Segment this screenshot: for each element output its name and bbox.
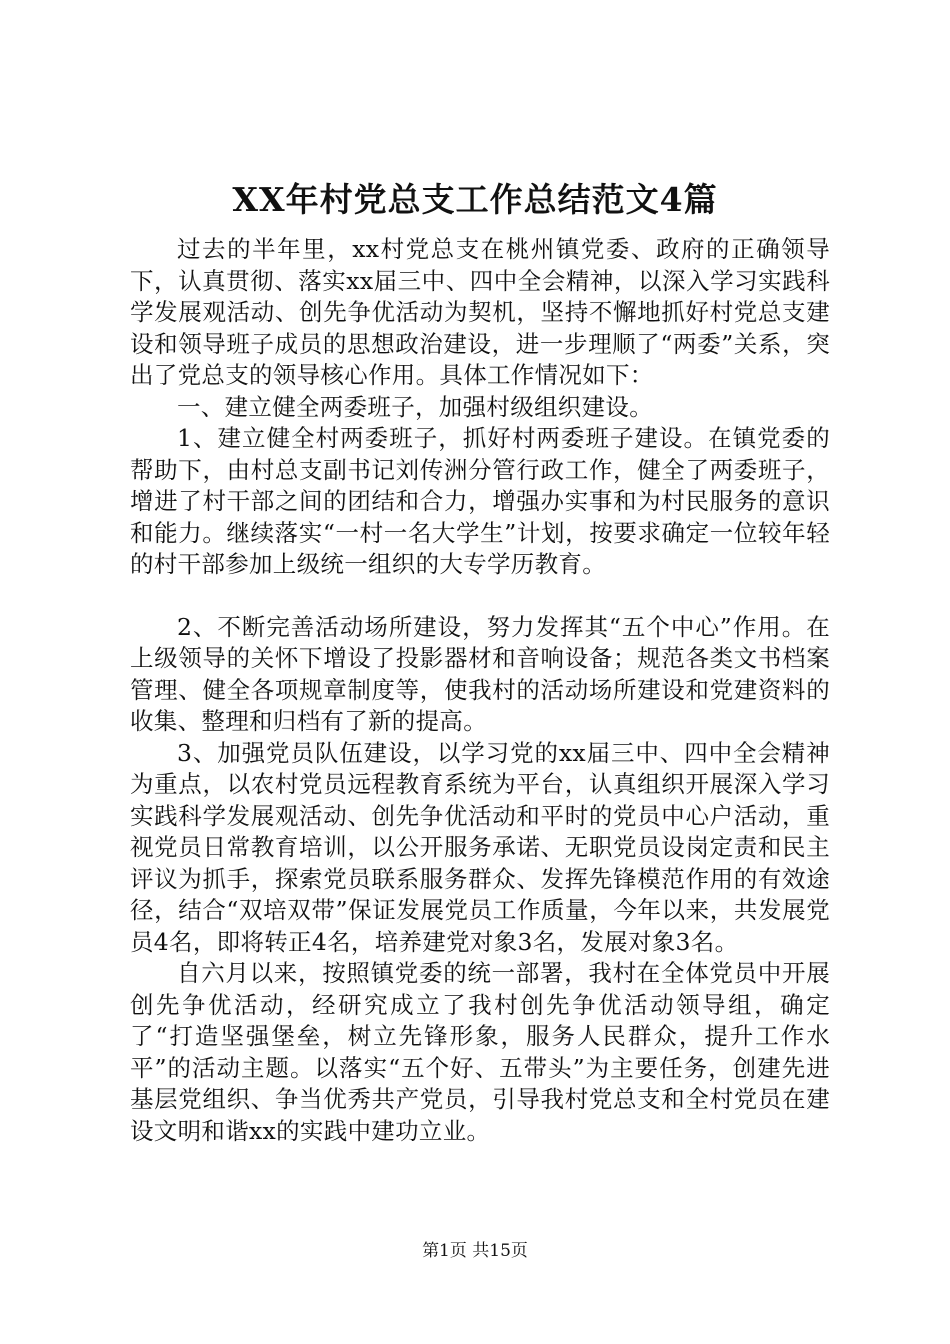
page-number-footer: 第1页 共15页 [422,1241,528,1261]
paragraph-activity: 自六月以来，按照镇党委的统一部署，我村在全体党员中开展创先争优活动，经研究成立了我村创先争优活动领导组，确定了“打造坚强堡垒，树立先锋形象，服务人民群众，提升工作水平”的活动主题。以落实“五个好、五带头”为主要任务，创建先进基层党组织、争当优秀共产党员，引导我村党总支和全村党员在建设文明和谐xx的实践中建功立业。 [130,959,830,1145]
paragraph-item-1: 1、建立健全村两委班子，抓好村两委班子建设。在镇党委的帮助下，由村总支副书记刘传洲分管行政工作，健全了两委班子，增进了村干部之间的团结和合力，增强办实事和为村民服务的意识和能力。继续落实“一村一名大学生”计划，按要求确定一位较年轻的村干部参加上级统一组织的大专学历教育。 [130,424,830,578]
paragraph-item-3: 3、加强党员队伍建设，以学习党的xx届三中、四中全会精神为重点，以农村党员远程教育系统为平台，认真组织开展深入学习实践科学发展观活动、创先争优活动和平时的党员中心户活动，重视党员日常教育培训，以公开服务承诺、无职党员设岗定责和民主评议为抓手，探索党员联系服务群众、发挥先锋模范作用的有效途径，结合“双培双带”保证发展党员工作质量，今年以来，共发展党员4名，即将转正4名，培养建党对象3名，发展对象3名。 [130,738,830,956]
document-title: XX年村党总支工作总结范文4篇 [232,180,718,219]
paragraph-intro: 过去的半年里，xx村党总支在桃州镇党委、政府的正确领导下，认真贯彻、落实xx届三中、四中全会精神，以深入学习实践科学发展观活动、创先争优活动为契机，坚持不懈地抓好村党总支建设和领导班子成员的思想政治建设，进一步理顺了“两委”关系，突出了党总支的领导核心作用。具体工作情况如下： [130,235,830,389]
paragraph-item-2: 2、不断完善活动场所建设，努力发挥其“五个中心”作用。在上级领导的关怀下增设了投影器材和音响设备；规范各类文书档案管理、健全各项规章制度等，使我村的活动场所建设和党建资料的收集、整理和归档有了新的提高。 [130,612,830,735]
document-body [130,234,830,1147]
section-heading-1: 一、建立健全两委班子，加强村级组织建设。 [177,392,653,421]
